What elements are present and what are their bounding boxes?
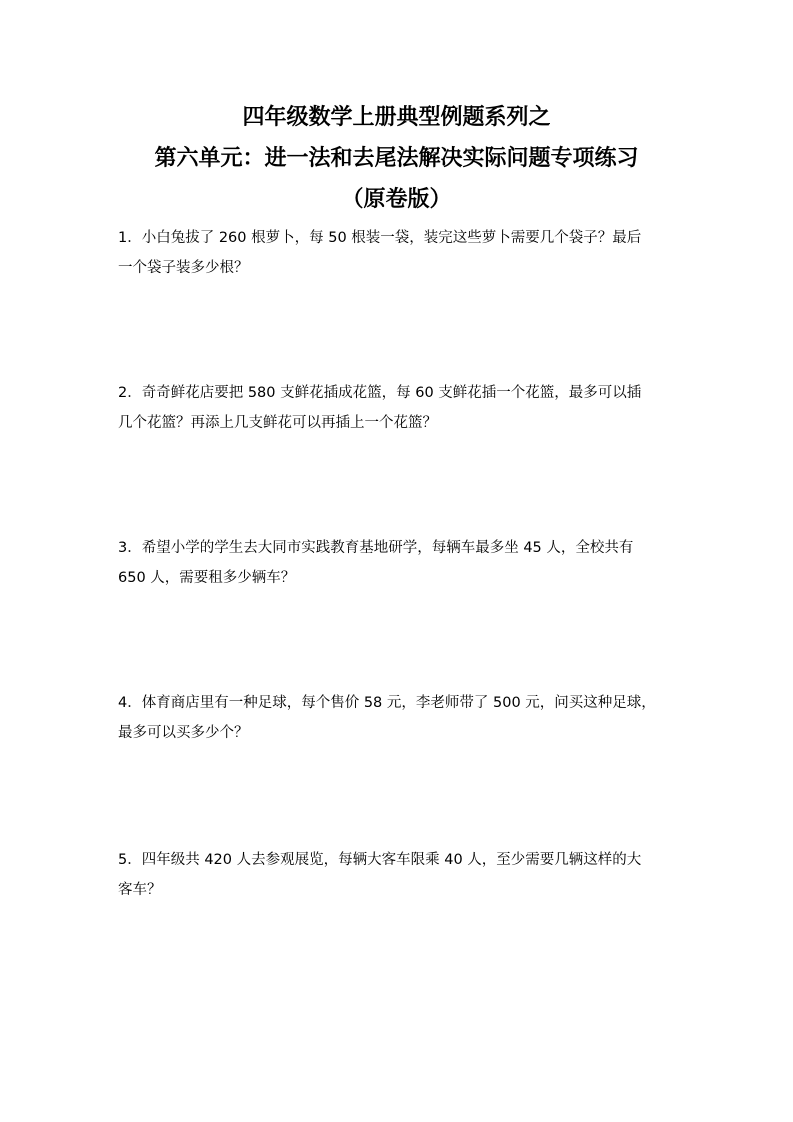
question-4 xyxy=(118,688,688,748)
question-line: 5．四年级共 420 人去参观展览，每辆大客车限乘 40 人，至少需要几辆这样的大 xyxy=(118,852,642,868)
question-line: 最多可以买多少个？ xyxy=(118,725,249,741)
question-1 xyxy=(118,223,688,283)
question-3 xyxy=(118,533,688,593)
question-line: 几个花篮？再添上几支鲜花可以再插上一个花篮？ xyxy=(118,415,437,431)
question-5 xyxy=(118,845,688,905)
question-line: 一个袋子装多少根？ xyxy=(118,260,249,276)
document-subtitle: 第六单元：进一法和去尾法解决实际问题专项练习 xyxy=(154,146,639,171)
question-line: 1．小白兔拔了 260 根萝卜，每 50 根装一袋，装完这些萝卜需要几个袋子？最后 xyxy=(118,230,642,246)
question-line: 客车？ xyxy=(118,882,162,898)
question-line: 650 人，需要租多少辆车？ xyxy=(118,570,296,586)
question-line: 2．奇奇鲜花店要把 580 支鲜花插成花篮，每 60 支鲜花插一个花篮，最多可以插 xyxy=(118,385,642,401)
question-line: 3．希望小学的学生去大同市实践教育基地研学，每辆车最多坐 45 人，全校共有 xyxy=(118,540,634,556)
question-line: 4．体育商店里有一种足球，每个售价 58 元，李老师带了 500 元，问买这种足球， xyxy=(118,695,656,711)
question-2 xyxy=(118,378,688,438)
document-version-label: （原卷版） xyxy=(341,187,452,212)
document-title: 四年级数学上册典型例题系列之 xyxy=(242,105,551,130)
